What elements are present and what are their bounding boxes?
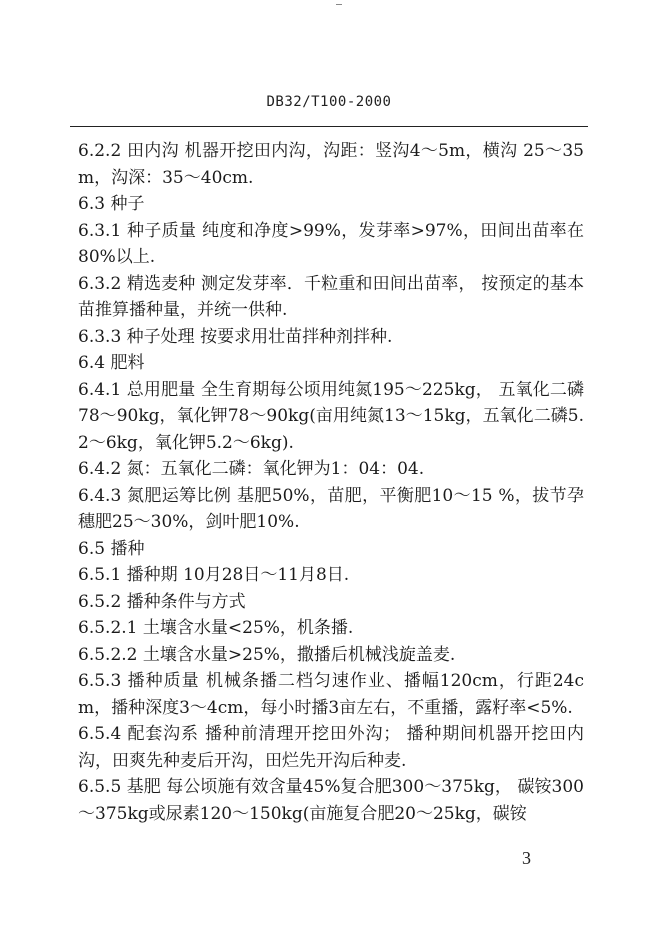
standard-code-header: DB32/T100-2000 (266, 94, 392, 110)
clause-6-5-2-2: 6.5.2.2 土壤含水量>25%，撒播后机械浅旋盖麦. (78, 644, 456, 665)
clause-6-4-1: 6.4.1 总用肥量 全生育期每公顷用纯氮195～225kg， 五氧化二磷78～90kg，氧化钾78～90kg(亩用纯氮13～15kg，五氧化二磷5.2～6kg，氧化钾5.2～6kg). (78, 379, 584, 453)
clause-6-4-2: 6.4.2 氮：五氧化二磷：氧化钾为1：04：04. (78, 459, 425, 479)
clause-6-3-2: 6.3.2 精选麦种 测定发芽率．千粒重和田间出苗率， 按预定的基本苗推算播种量，并统一供种. (78, 273, 584, 320)
clause-6-5-3: 6.5.3 播种质量 机械条播二档匀速作业、播幅120cm，行距24cm，播种深度3～4cm，每小时播3亩左右，不重播，露籽率<5%. (78, 671, 584, 718)
clause-6-5-1: 6.5.1 播种期 10月28日～11月8日. (78, 565, 350, 585)
clause-6-5-4: 6.5.4 配套沟系 播种前清理开挖田外沟； 播种期间机器开挖田内沟，田爽先种麦后开沟，田烂先开沟后种麦. (78, 724, 584, 771)
clause-6-3-1: 6.3.1 种子质量 纯度和净度>99%，发芽率>97%，田间出苗率在80%以上. (78, 220, 584, 267)
page-number: 3 (522, 848, 531, 868)
clause-6-3-3: 6.3.3 种子处理 按要求用壮苗拌种剂拌种. (78, 326, 393, 347)
clause-6-5-2-1: 6.5.2.1 土壤含水量<25%，机条播. (78, 618, 354, 638)
clause-6-4-3: 6.4.3 氮肥运筹比例 基肥50%，苗肥，平衡肥10～15 %，拔节孕穗肥25～30%，剑叶肥10%. (78, 485, 584, 532)
clause-6-2-2: 6.2.2 田内沟 机器开挖田内沟，沟距：竖沟4～5m，横沟 25～35m，沟深：35～40cm. (78, 141, 584, 188)
clause-6-5-5: 6.5.5 基肥 每公顷施有效含量45%复合肥300～375kg， 碳铵300～375kg或尿素120～150kg(亩施复合肥20～25kg，碳铵 (78, 777, 584, 824)
section-6-3-heading: 6.3 种子 (78, 194, 145, 214)
header-rule (70, 126, 588, 127)
document-body (78, 138, 584, 827)
clause-6-5-2: 6.5.2 播种条件与方式 (78, 591, 246, 612)
section-6-4-heading: 6.4 肥料 (78, 353, 145, 373)
section-6-5-heading: 6.5 播种 (78, 538, 145, 559)
scan-speck (336, 4, 342, 5)
